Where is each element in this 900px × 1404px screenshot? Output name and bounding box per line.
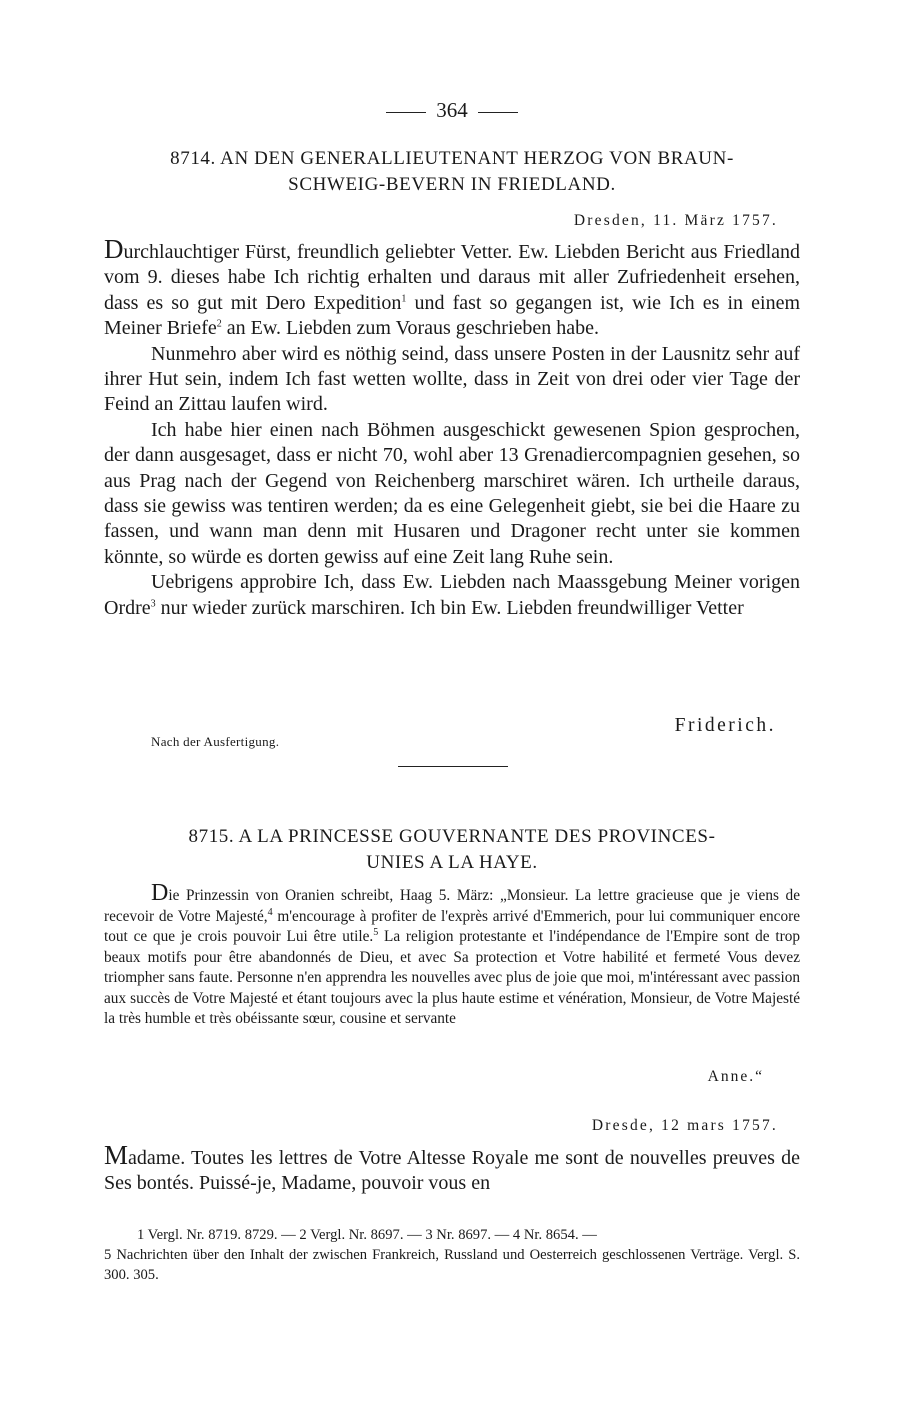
- letter1-paragraph: Uebrigens approbire Ich, dass Ew. Liebden nach Maassgebung Meiner vorigen Ordre$^3$ nur wieder zurück marschiren. Ich bin Ew. Liebden freundwilliger Vetter: [104, 571, 800, 619]
- letter1-signature: Friderich.: [674, 715, 776, 736]
- footnote-ref: 1: [401, 293, 407, 305]
- quote-signature: Anne.“: [707, 1068, 764, 1085]
- footnote-ref: 5: [373, 926, 379, 938]
- footnote-ref: 4: [267, 906, 273, 918]
- footnote-ref: 2: [216, 318, 222, 330]
- footnote-line: 5 Nachrichten über den Inhalt der zwischen Frankreich, Russland und Oesterreich geschlossenen Verträge. Vergl. S. 300. 305.: [104, 1247, 800, 1283]
- drop-cap: M: [104, 1140, 129, 1170]
- letter1-body: [104, 234, 800, 621]
- letter1-dateline: Dresden, 11. März 1757.: [573, 212, 778, 229]
- letter2-body: [104, 1140, 800, 1197]
- letter2-dateline: Dresde, 12 mars 1757.: [591, 1117, 778, 1134]
- footnote-ref: 3: [150, 598, 156, 610]
- page-number-text: 364: [436, 98, 468, 122]
- page-number: [104, 98, 800, 123]
- letter2-heading-line1: 8715. A LA PRINCESSE GOUVERNANTE DES PROVINCES-: [188, 826, 716, 847]
- letter1-heading-line2: SCHWEIG-BEVERN IN FRIEDLAND.: [288, 174, 616, 195]
- letter1-paragraph: Nunmehro aber wird es nöthig seind, dass unsere Posten in der Lausnitz sehr auf ihrer Hut sein, indem Ich fast wetten wollte, dass in Zeit von drei oder vier Tage der Feind an Zittau laufen wird.: [104, 342, 800, 416]
- footnotes: [104, 1225, 800, 1285]
- letter1-heading: [104, 146, 800, 198]
- letter2-quote: [104, 880, 800, 1030]
- source-note: Nach der Ausfertigung.: [151, 734, 280, 749]
- section-divider: [398, 766, 508, 767]
- dash-right: [478, 112, 518, 113]
- letter2-paragraph: Madame. Toutes les lettres de Votre Altesse Royale me sont de nouvelles preuves de Ses bontés. Puissé-je, Madame, pouvoir vous en: [104, 1140, 800, 1195]
- letter2-heading: [104, 824, 800, 876]
- footnote-line: 1 Vergl. Nr. 8719. 8729. — 2 Vergl. Nr. 8697. — 3 Nr. 8697. — 4 Nr. 8654. —: [137, 1227, 597, 1243]
- letter1-heading-line1: 8714. AN DEN GENERALLIEUTENANT HERZOG VON BRAUN-: [170, 148, 734, 169]
- drop-cap: D: [151, 880, 169, 906]
- letter2-heading-line2: UNIES A LA HAYE.: [366, 852, 538, 873]
- letter1-paragraph: Ich habe hier einen nach Böhmen ausgeschickt gewesenen Spion gesprochen, der dann ausgesaget, dass er nicht 70, wohl aber 13 Grenadiercompagnien gesehen, so aus Prag nach der Gegend von Reichenberg marschiret wären. Ich urtheile daraus, dass sie gewiss was tentiren werden; da es eine Gelegenheit giebt, sie bei die Haare zu fassen, und wann man denn mit Husaren und Dragoner recht unter sie kommen könnte, so würde es dorten gewiss auf eine Zeit lang Ruhe sein.: [104, 418, 800, 568]
- drop-cap: D: [104, 234, 124, 264]
- dash-left: [386, 112, 426, 113]
- letter1-paragraph: Durchlauchtiger Fürst, freundlich geliebter Vetter. Ew. Liebden Bericht aus Friedland vom 9. dieses habe Ich richtig erhalten und daraus mit aller Zufriedenheit ersehen, dass es so gut mit Dero Expedition$^1$ und fast so gegangen ist, wie Ich es in einem Meiner Briefe$^2$ an Ew. Liebden zum Voraus geschrieben habe.: [104, 234, 800, 340]
- quote-paragraph: Die Prinzessin von Oranien schreibt, Haag 5. März: „Monsieur. La lettre gracieuse que je viens de recevoir de Votre Majesté,$^4$ m'encourage à profiter de l'exprès arrivé d'Emmerich, pour lui communiquer encore tout ce que je crois pouvoir Lui être utile.$^5$ La religion protestante et l'indépendance de l'Empire sont de trop beaux motifs pour être abandonnés de Dieu, et avec Sa protection et Votre habilité et fermeté Vous devez triompher sans faute. Personne n'en apprendra les nouvelles avec plus de joie que moi, m'intéressant avec passion aux succès de Votre Majesté et étant toujours avec la plus haute estime et vénération, Monsieur, de Votre Majesté la très humble et très obéissante sœur, cousine et servante: [104, 880, 800, 1027]
